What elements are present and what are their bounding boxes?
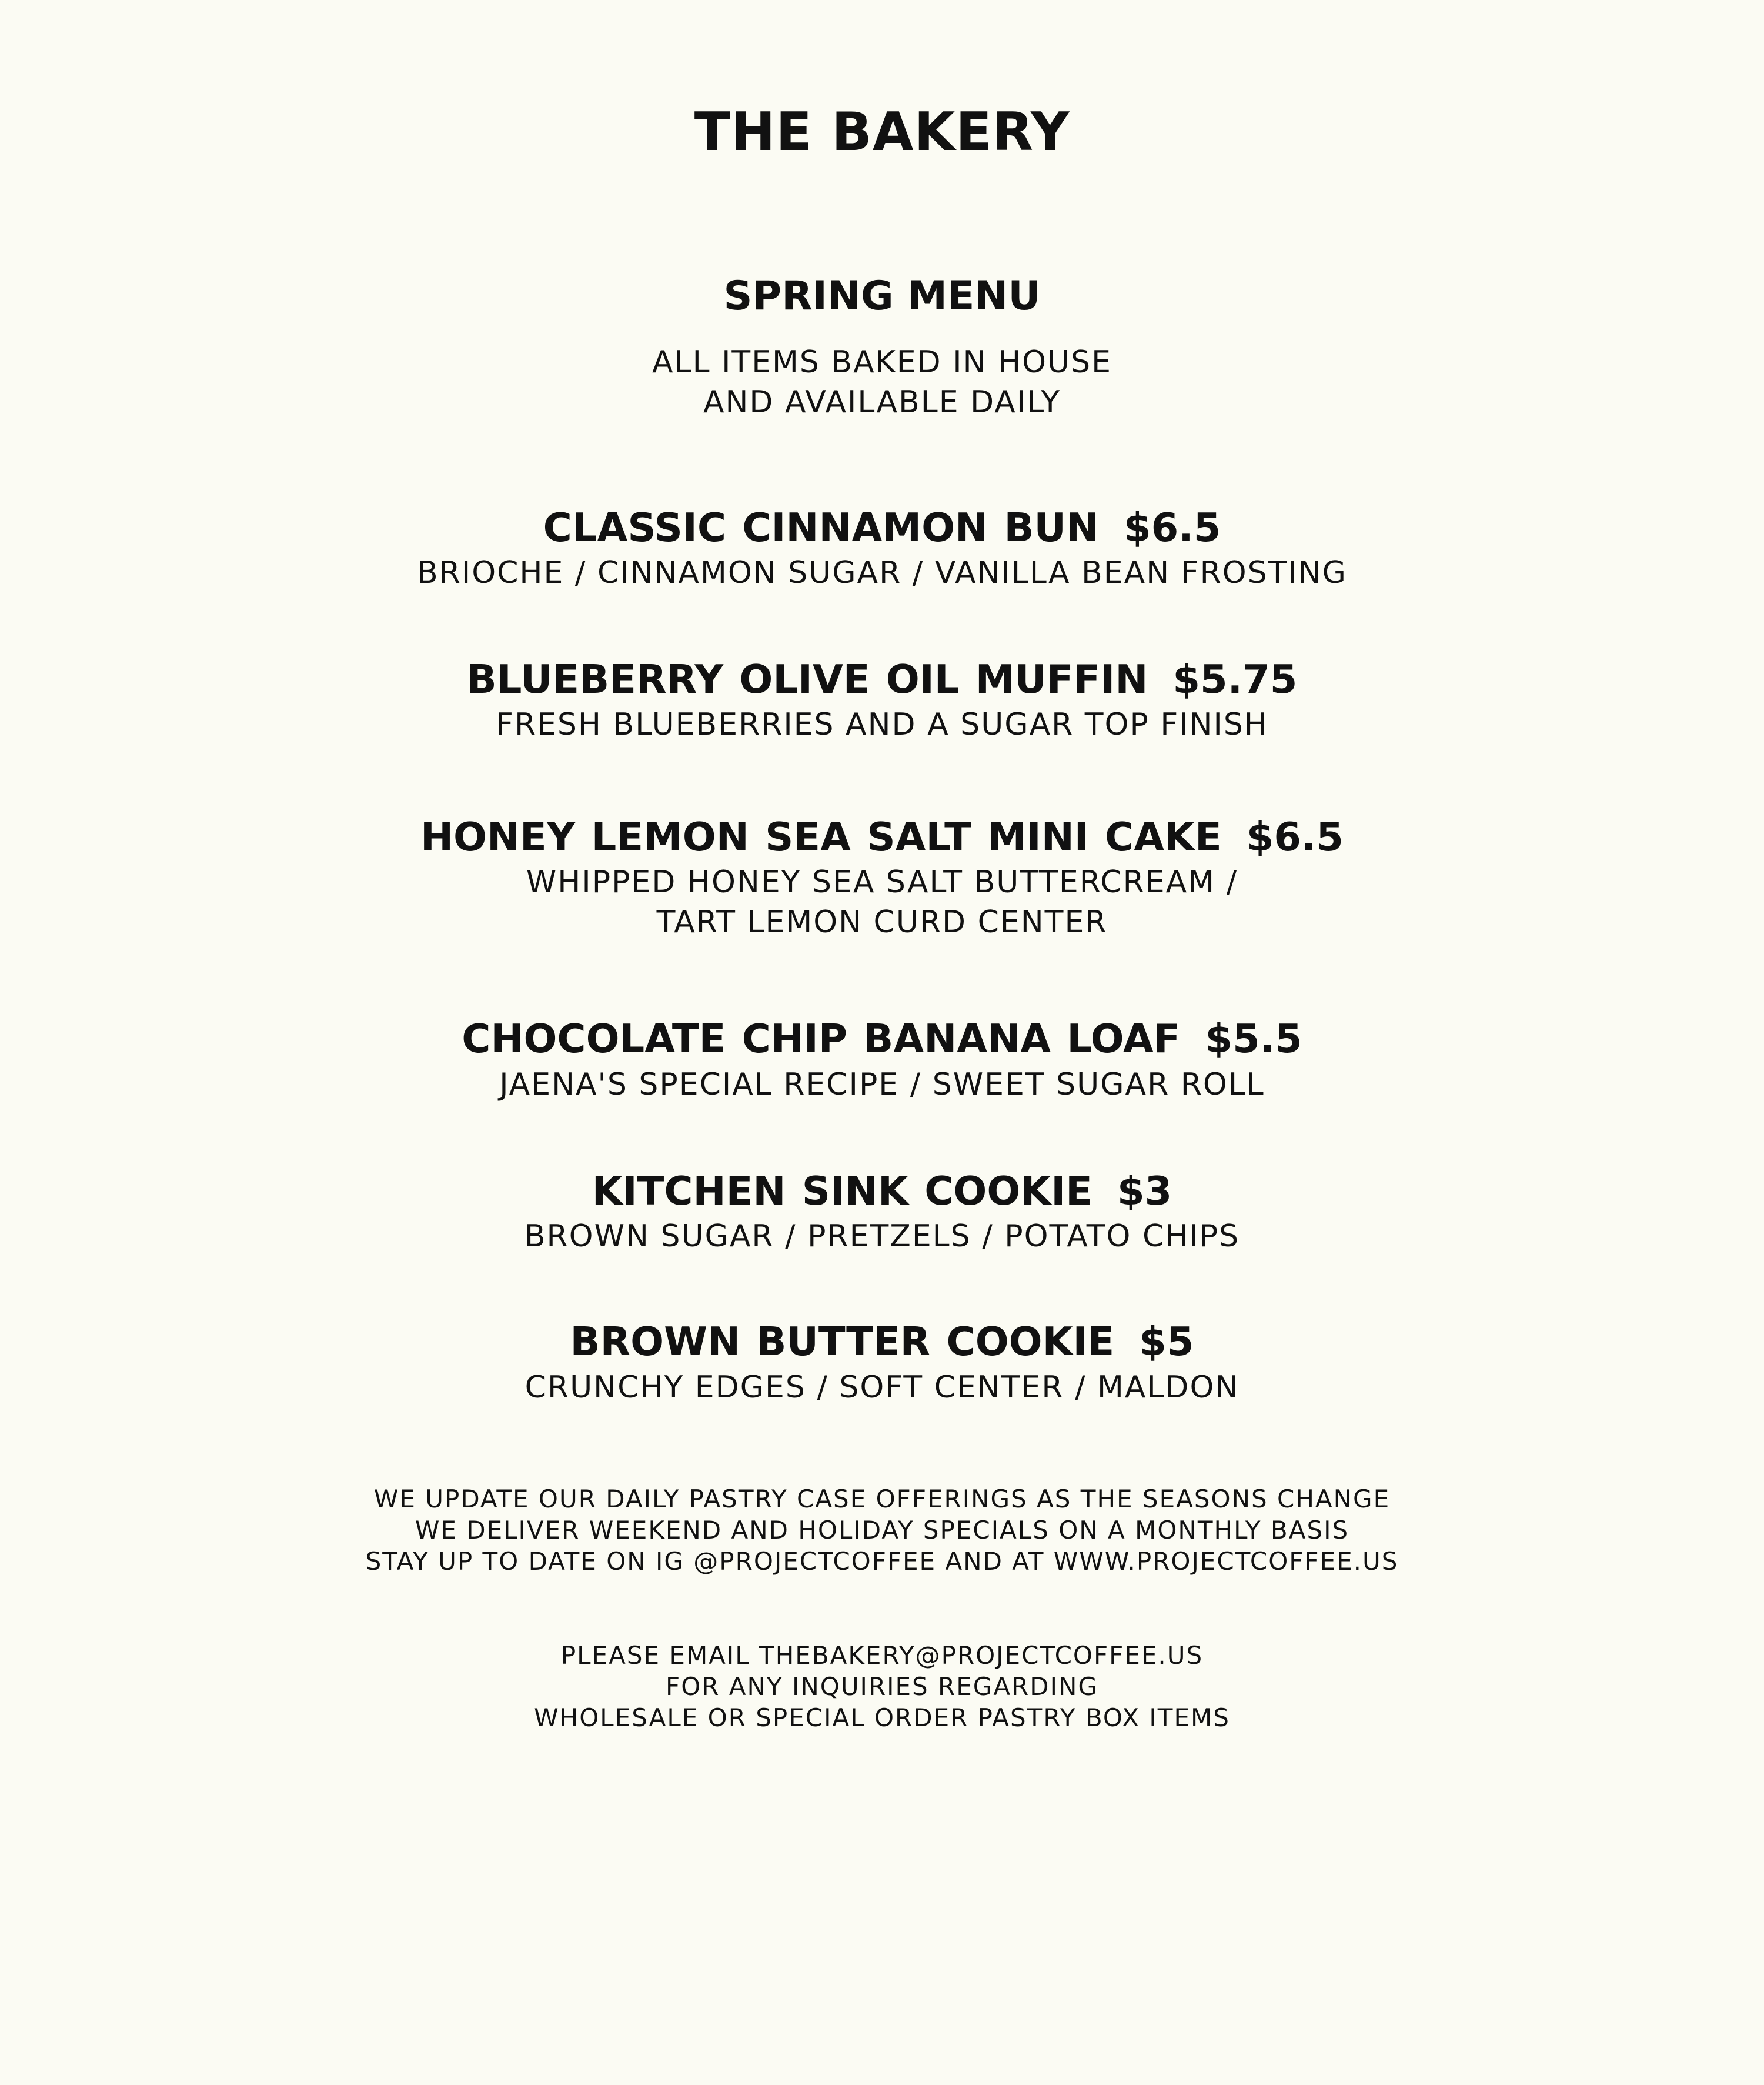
menu-item-name: KITCHEN SINK COOKIE xyxy=(592,1168,1093,1214)
menu-item-name: BROWN BUTTER COOKIE xyxy=(570,1319,1115,1365)
menu-subtitle: SPRING MENU xyxy=(723,273,1041,319)
contact-note: FOR ANY INQUIRIES REGARDING xyxy=(666,1672,1098,1701)
menu-item-description: CRUNCHY EDGES / SOFT CENTER / MALDON xyxy=(524,1370,1240,1405)
menu-item-description: WHIPPED HONEY SEA SALT BUTTERCREAM / xyxy=(526,865,1238,900)
tagline-line: ALL ITEMS BAKED IN HOUSE xyxy=(652,345,1112,380)
menu-item-price: $6.5 xyxy=(1246,814,1344,860)
menu-item-description: FRESH BLUEBERRIES AND A SUGAR TOP FINISH xyxy=(496,707,1268,742)
contact-note: WHOLESALE OR SPECIAL ORDER PASTRY BOX ITEMS xyxy=(534,1703,1230,1732)
menu-item-description: JAENA'S SPECIAL RECIPE / SWEET SUGAR ROLL xyxy=(499,1067,1265,1102)
info-note: STAY UP TO DATE ON IG @PROJECTCOFFEE AND AT WWW.PROJECTCOFFEE.US xyxy=(365,1547,1399,1576)
menu-item-name: CHOCOLATE CHIP BANANA LOAF xyxy=(462,1016,1181,1062)
menu-item-price: $5 xyxy=(1139,1319,1194,1365)
menu-item-description: BRIOCHE / CINNAMON SUGAR / VANILLA BEAN FROSTING xyxy=(417,555,1347,591)
tagline-line: AND AVAILABLE DAILY xyxy=(703,385,1061,420)
menu-item-title xyxy=(0,505,1764,551)
page-title: THE BAKERY xyxy=(694,101,1070,163)
menu-item-price: $6.5 xyxy=(1124,505,1221,551)
menu-item-title xyxy=(0,1319,1764,1365)
menu-item-price: $5.5 xyxy=(1205,1016,1302,1062)
menu-item-title xyxy=(0,1168,1764,1214)
menu-item-price: $3 xyxy=(1117,1168,1172,1214)
contact-note: PLEASE EMAIL THEBAKERY@PROJECTCOFFEE.US xyxy=(560,1641,1204,1670)
menu-item-title xyxy=(0,814,1764,860)
menu-item-description: TART LEMON CURD CENTER xyxy=(656,905,1108,940)
menu-item-name: CLASSIC CINNAMON BUN xyxy=(543,505,1099,551)
menu-item-name: BLUEBERRY OLIVE OIL MUFFIN xyxy=(466,656,1148,702)
menu-item-title xyxy=(0,1016,1764,1062)
menu-item-name: HONEY LEMON SEA SALT MINI CAKE xyxy=(420,814,1222,860)
menu-item-description: BROWN SUGAR / PRETZELS / POTATO CHIPS xyxy=(524,1219,1240,1254)
menu-item-title xyxy=(0,656,1764,702)
info-note: WE DELIVER WEEKEND AND HOLIDAY SPECIALS ON A MONTHLY BASIS xyxy=(415,1516,1349,1544)
info-note: WE UPDATE OUR DAILY PASTRY CASE OFFERINGS AS THE SEASONS CHANGE xyxy=(373,1484,1391,1513)
menu-item-price: $5.75 xyxy=(1172,656,1298,702)
